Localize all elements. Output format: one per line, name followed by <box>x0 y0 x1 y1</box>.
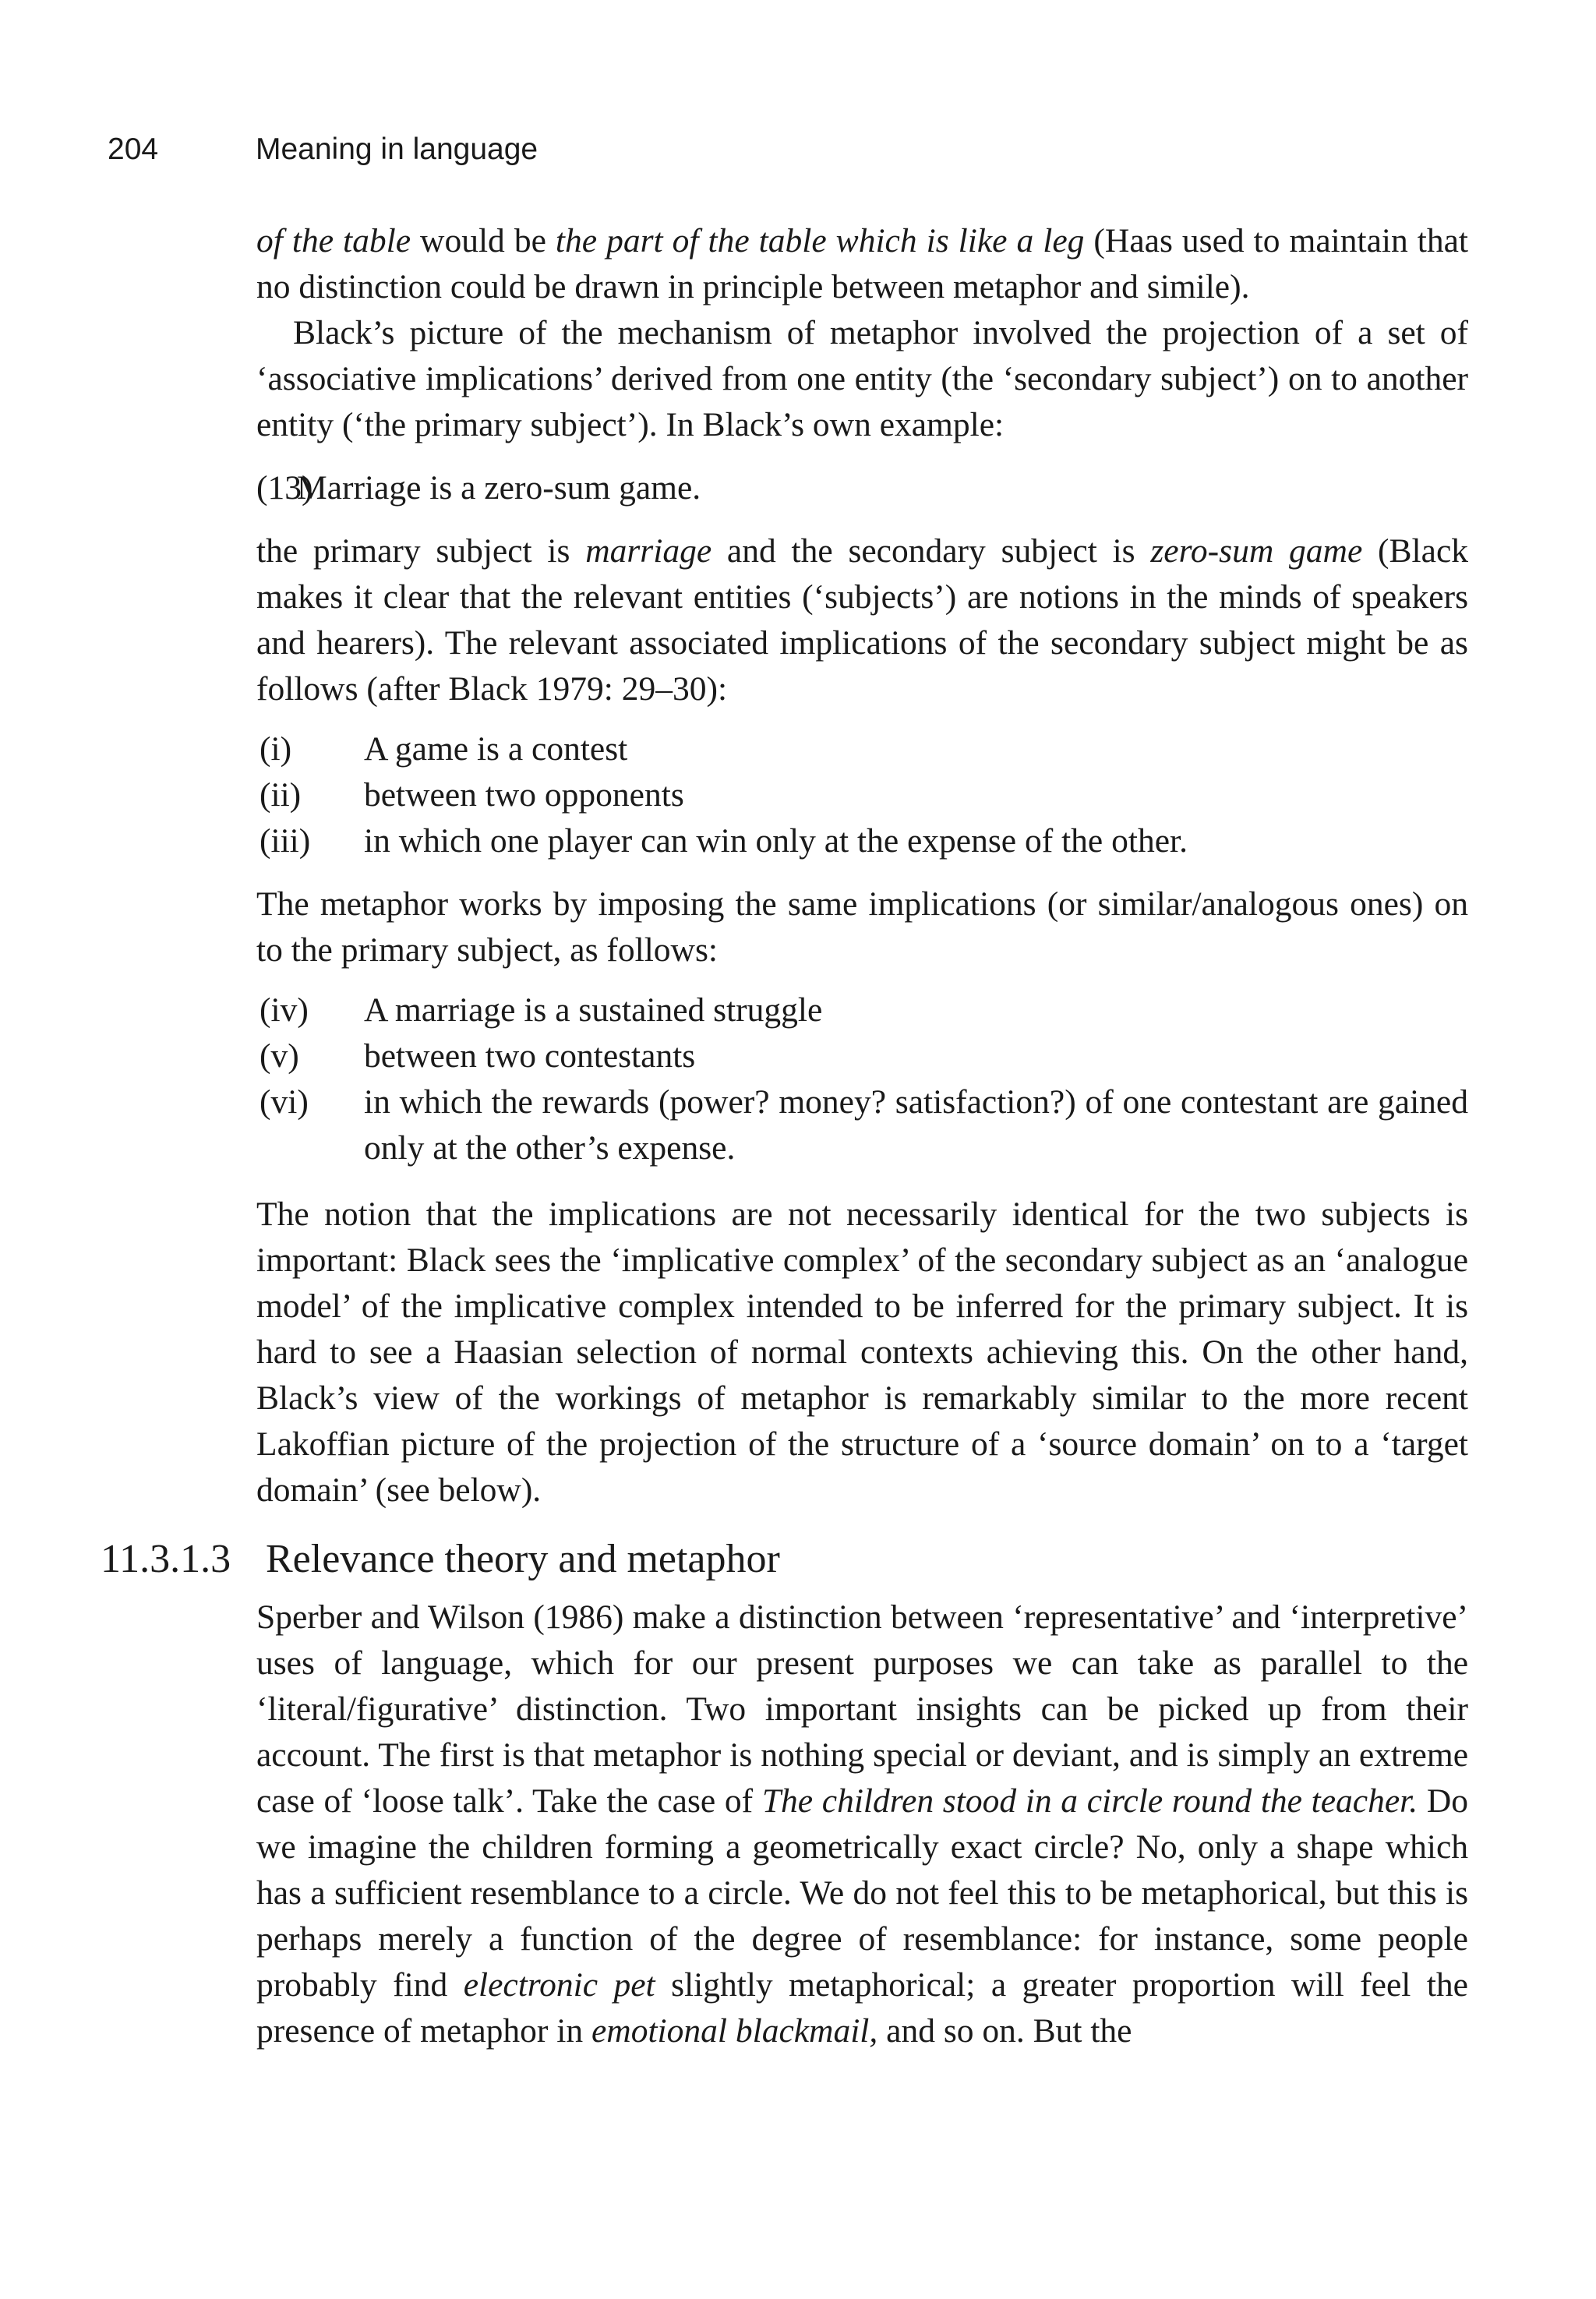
list-item <box>256 772 1468 818</box>
italic-phrase: electronic pet <box>463 1966 655 2004</box>
italic-phrase: the part of the table which is like a leg <box>555 222 1085 260</box>
list-label: (i) <box>260 730 292 768</box>
example-number: (13) <box>256 469 313 507</box>
paragraph: Black’s picture of the mechanism of metaphor involved the projection of a set of ‘associative implications’ derived from one entity (the ‘secondary subject’) on to another entity (‘the primary subject’). In Black’s own example: <box>256 314 1468 443</box>
italic-phrase: marriage <box>585 532 712 570</box>
text-run: and the secondary subject is <box>711 532 1151 570</box>
running-title: Meaning in language <box>256 132 538 166</box>
paragraph <box>256 528 1468 712</box>
list-label: (v) <box>260 1037 299 1075</box>
list-label: (iv) <box>260 991 309 1029</box>
example-13 <box>256 465 1468 511</box>
text-run: Sperber and Wilson (1986) make a distinction between ‘representative’ and ‘interpretive’ uses of language, which for our present purposes we can take as parallel to the ‘literal/figurative’ distinction. Two important insights can be picked up from their account. The first is that metaphor is nothing special or deviant, and is simply an extreme case of ‘loose talk’. Take the case of <box>256 1598 1468 1820</box>
list-label: (iii) <box>260 822 311 860</box>
list-text: in which one player can win only at the expense of the other. <box>364 822 1188 860</box>
italic-phrase: zero-sum game <box>1150 532 1363 570</box>
text-run: Do we imagine the children forming a geometrically exact circle? No, only a shape which has a sufficient resemblance to a circle. We do not feel this to be metaphorical, but this is perhaps merely a function of the degree of resemblance: for instance, some people probably find <box>256 1782 1468 2004</box>
section-heading <box>101 1532 1468 1587</box>
body-text <box>101 218 1469 2054</box>
example-text: Marriage is a zero-sum game. <box>297 469 701 507</box>
text-run: slightly metaphorical; a greater proportion will feel the presence of metaphor in <box>256 1966 1468 2050</box>
implications-list-game <box>256 726 1468 864</box>
list-item <box>256 987 1468 1033</box>
list-item <box>256 726 1468 772</box>
paragraph <box>256 1594 1468 2054</box>
list-text: between two opponents <box>364 776 684 814</box>
list-text: between two contestants <box>364 1037 696 1075</box>
text-run: and so on. But the <box>877 2012 1132 2050</box>
list-text: in which the rewards (power? money? satisfaction?) of one contestant are gained only at the other’s expense. <box>364 1083 1468 1167</box>
list-item <box>256 818 1468 864</box>
section-number: 11.3.1.3 <box>101 1537 231 1581</box>
paragraph: The notion that the implications are not necessarily identical for the two subjects is important: Black sees the ‘implicative complex’ of the secondary subject as an ‘analogue model’ of the implicative complex intended to be inferred for the primary subject. It is hard to see a Haasian selection of normal contexts achieving this. On the other hand, Black’s view of the workings of metaphor is remarkably similar to the more recent Lakoffian picture of the projection of the structure of a ‘source domain’ on to a ‘target domain’ (see below). <box>256 1195 1468 1509</box>
list-label: (vi) <box>260 1083 309 1121</box>
text-run: would be <box>411 222 556 260</box>
list-label: (ii) <box>260 776 302 814</box>
list-text: A marriage is a sustained struggle <box>364 991 823 1029</box>
running-header <box>108 132 538 167</box>
paragraph <box>256 218 1468 310</box>
list-text: A game is a contest <box>364 730 628 768</box>
italic-phrase: emotional blackmail, <box>591 2012 878 2050</box>
list-item <box>256 1079 1468 1171</box>
section-title: Relevance theory and metaphor <box>266 1537 780 1581</box>
implications-list-marriage <box>256 987 1468 1171</box>
italic-phrase: of the table <box>256 222 411 260</box>
page-number: 204 <box>108 132 159 166</box>
italic-phrase: The children stood in a circle round the teacher. <box>761 1782 1418 1820</box>
text-run: the primary subject is <box>256 532 586 570</box>
text-run: (Haas used to maintain that no distinction could be drawn in principle between metaphor and simile). <box>256 222 1469 305</box>
paragraph: The metaphor works by imposing the same implications (or similar/analogous ones) on to the primary subject, as follows: <box>256 885 1468 969</box>
list-item <box>256 1033 1468 1079</box>
text-run: (Black makes it clear that the relevant entities (‘subjects’) are notions in the minds of speakers and hearers). The relevant associated implications of the secondary subject might be as follows (after Black 1979: 29–30): <box>256 532 1469 708</box>
